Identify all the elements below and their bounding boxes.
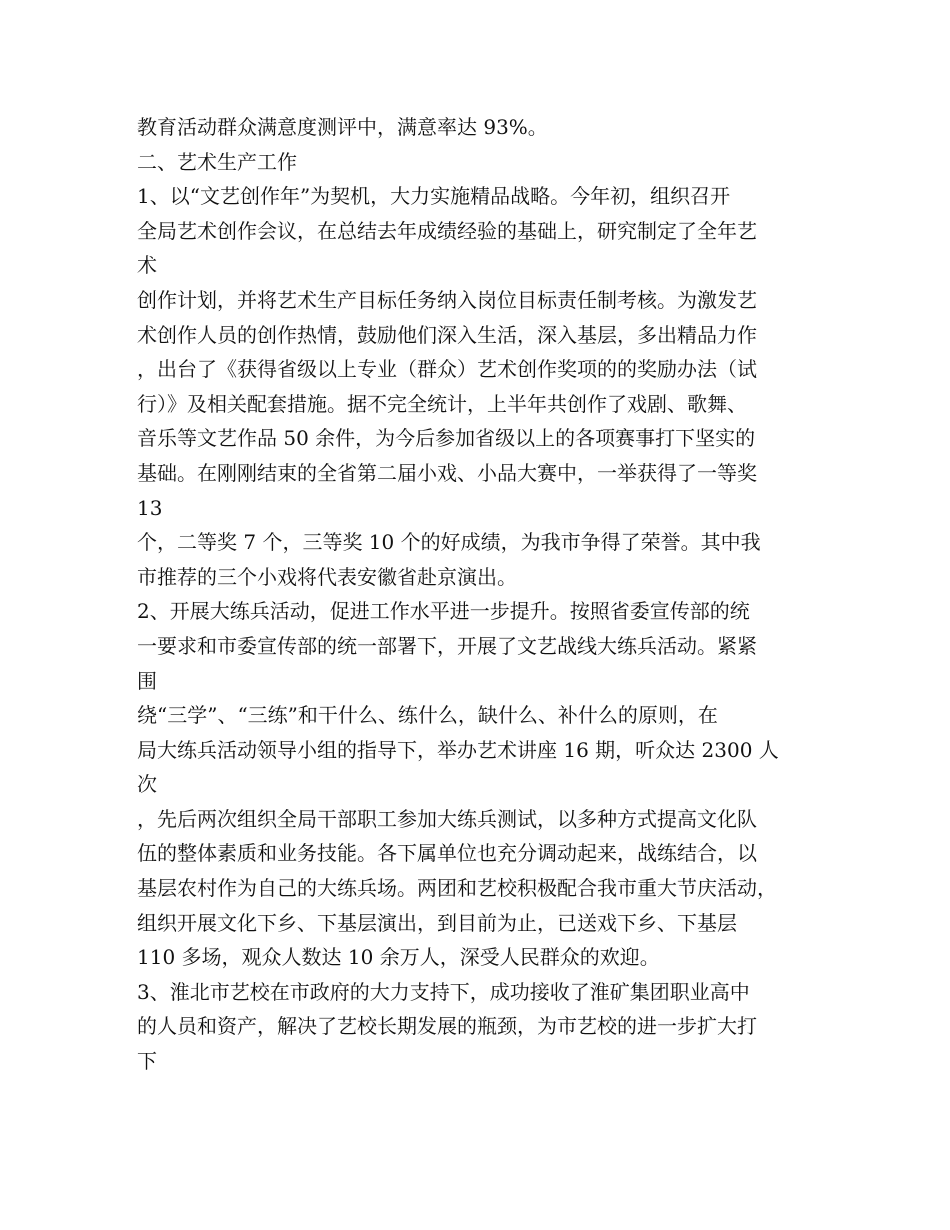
- section-heading: 二、艺术生产工作: [137, 149, 297, 174]
- text-line: 音乐等文艺作品 50 余件，为今后参加省级以上的各项赛事打下坚实的: [137, 426, 756, 451]
- text-line: 下: [137, 1049, 157, 1074]
- text-line: 全局艺术创作会议，在总结去年成绩经验的基础上，研究制定了全年艺: [137, 218, 757, 243]
- text-line: 基层农村作为自己的大练兵场。两团和艺校积极配合我市重大节庆活动，: [137, 876, 777, 901]
- text-line: ，出台了《获得省级以上专业（群众）艺术创作奖项的的奖励办法（试: [137, 357, 757, 382]
- text-line: 的人员和资产，解决了艺校长期发展的瓶颈，为市艺校的进一步扩大打: [137, 1014, 757, 1039]
- text-line: 2、开展大练兵活动，促进工作水平进一步提升。按照省委宣传部的统: [137, 599, 750, 624]
- text-line: 创作计划，并将艺术生产目标任务纳入岗位目标责任制考核。为激发艺: [137, 287, 757, 312]
- text-line: 1、以“文艺创作年”为契机，大力实施精品战略。今年初，组织召开: [137, 184, 731, 209]
- text-line: 13: [137, 495, 163, 520]
- text-line: 局大练兵活动领导小组的指导下，举办艺术讲座 16 期，听众达 2300 人: [137, 737, 779, 762]
- text-line: 3、淮北市艺校在市政府的大力支持下，成功接收了淮矿集团职业高中: [137, 979, 750, 1004]
- text-line: 组织开展文化下乡、下基层演出，到目前为止，已送戏下乡、下基层: [137, 910, 737, 935]
- text-line: 次: [137, 772, 157, 797]
- text-line: 绕“三学”、“三练”和干什么、练什么，缺什么、补什么的原则，在: [137, 703, 718, 728]
- text-line: 教育活动群众满意度测评中，满意率达 93%。: [137, 115, 548, 139]
- text-line: 个，二等奖 7 个，三等奖 10 个的好成绩，为我市争得了荣誉。其中我: [137, 530, 761, 555]
- text-line: 术创作人员的创作热情，鼓励他们深入生活，深入基层，多出精品力作: [137, 322, 757, 347]
- text-line: 市推荐的三个小戏将代表安徽省赴京演出。: [137, 564, 517, 589]
- text-line: 行）》及相关配套措施。据不完全统计，上半年共创作了戏剧、歌舞、: [137, 391, 747, 416]
- text-line: 一要求和市委宣传部的统一部署下，开展了文艺战线大练兵活动。紧紧: [137, 633, 757, 658]
- document-body: [137, 110, 827, 1079]
- text-line: 110 多场，观众人数达 10 余万人，深受人民群众的欢迎。: [137, 945, 660, 970]
- text-line: 伍的整体素质和业务技能。各下属单位也充分调动起来，战练结合，以: [137, 841, 757, 866]
- text-line: 基础。在刚刚结束的全省第二届小戏、小品大赛中，一举获得了一等奖: [137, 460, 757, 485]
- text-line: 围: [137, 668, 157, 693]
- text-line: ，先后两次组织全局干部职工参加大练兵测试，以多种方式提高文化队: [137, 806, 757, 831]
- text-line: 术: [137, 253, 157, 278]
